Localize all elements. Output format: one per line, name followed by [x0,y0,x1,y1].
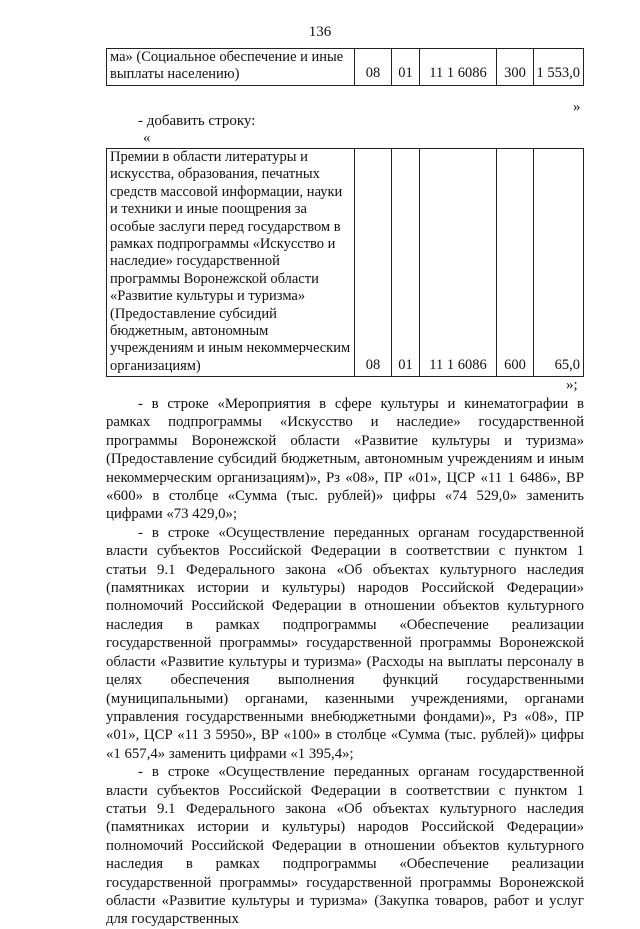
csr-cell: 11 1 6086 [420,149,497,377]
sum-cell: 1 553,0 [534,49,584,86]
budget-table-new-row [106,148,584,377]
sum-cell: 65,0 [534,149,584,377]
budget-table-top [106,48,584,86]
rz-cell: 08 [355,149,392,377]
pr-cell: 01 [392,49,420,86]
rz-cell: 08 [355,49,392,86]
vr-cell: 300 [497,49,534,86]
add-row-label: - добавить строку: [138,113,256,129]
row-name: Премии в области литературы и искусства, образования, печатных средств массовой информации, науки и техники и иные поощрения за особые заслуги перед государством в рамках подпрограммы «Искусство и наследие» государственной программы Воронежской области «Развитие культуры и туризма» (Предоставление субсидий бюджетным, автономным учреждениям и иным некоммерческим организациям) [107,149,355,377]
close-quote: » [573,99,581,115]
vr-cell: 600 [497,149,534,377]
close-quote: »; [566,377,578,393]
table-row [107,149,584,377]
pr-cell: 01 [392,149,420,377]
paragraph: - в строке «Осуществление переданных органам государственной власти субъектов Российской Федерации в соответствии с пунктом 1 статьи 9.1 Федерального закона «Об объектах культурного наследия (памятниках истории и культуры) народов Российской Федерации» полномочий Российской Федерации в отношении объектов культурного наследия в рамках подпрограммы «Обеспечение реализации государственной программы» государственной программы Воронежской области «Развитие культуры и туризма» (Закупка товаров, работ и услуг для государственных [106,764,584,928]
page-number: 136 [308,24,332,40]
table-row [107,49,584,86]
paragraph: - в строке «Осуществление переданных органам государственной власти субъектов Российской Федерации в соответствии с пунктом 1 статьи 9.1 Федерального закона «Об объектах культурного наследия (памятниках истории и культуры) народов Российской Федерации» полномочий Российской Федерации в отношении объектов культурного наследия в рамках подпрограммы «Обеспечение реализации государственной программы» государственной программы Воронежской области «Развитие культуры и туризма» (Расходы на выплаты персоналу в целях обеспечения выполнения функций государственными (муниципальными) органами, казенными учреждениями, органами управления государственными внебюджетными фондами)», Рз «08», ПР «01», ЦСР «11 3 5950», ВР «100» в столбце «Сумма (тыс. рублей)» цифры «1 657,4» заменить цифрами «1 395,4»; [106,524,584,762]
csr-cell: 11 1 6086 [420,49,497,86]
open-quote: « [143,130,151,146]
paragraph: - в строке «Мероприятия в сфере культуры и кинематографии в рамках подпрограммы «Искусство и наследие» государственной программы Воронежской области «Развитие культуры и туризма» (Предоставление субсидий бюджетным, автономным учреждениям и иным некоммерческим организациям)», Рз «08», ПР «01», ЦСР «11 1 6486», ВР «600» в столбце «Сумма (тыс. рублей)» цифры «74 529,0» заменить цифрами «73 429,0»; [106,396,584,523]
row-name: ма» (Социальное обеспечение и иные выплаты населению) [107,49,355,86]
body-text [106,395,584,929]
